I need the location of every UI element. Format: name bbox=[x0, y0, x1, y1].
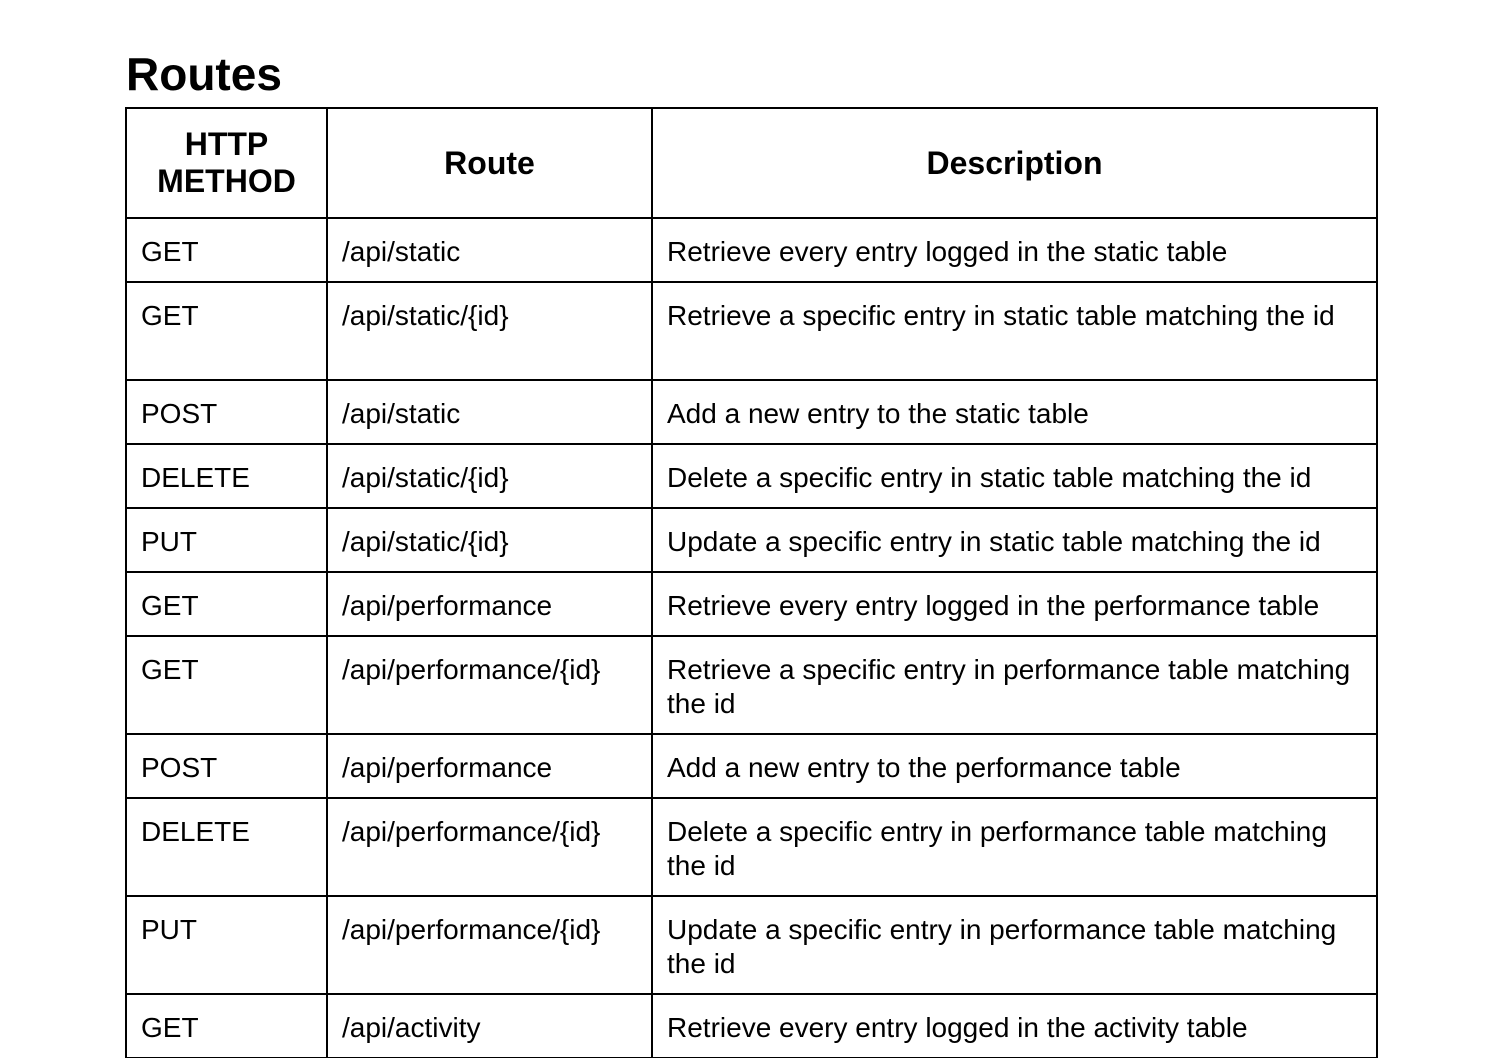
table-row bbox=[126, 798, 1377, 896]
table-row bbox=[126, 734, 1377, 798]
header-description: Description bbox=[652, 108, 1377, 218]
cell-route: /api/static bbox=[327, 380, 652, 444]
table-row bbox=[126, 282, 1377, 380]
table-row bbox=[126, 572, 1377, 636]
table-row bbox=[126, 444, 1377, 508]
cell-route: /api/performance bbox=[327, 734, 652, 798]
cell-description: Add a new entry to the performance table bbox=[652, 734, 1377, 798]
cell-description: Retrieve a specific entry in static table matching the id bbox=[652, 282, 1377, 380]
cell-route: /api/performance/{id} bbox=[327, 896, 652, 994]
cell-route: /api/activity bbox=[327, 994, 652, 1058]
cell-description: Update a specific entry in performance table matching the id bbox=[652, 896, 1377, 994]
table-row bbox=[126, 896, 1377, 994]
cell-method: GET bbox=[126, 282, 327, 380]
cell-route: /api/static/{id} bbox=[327, 508, 652, 572]
cell-route: /api/static bbox=[327, 218, 652, 282]
table-row bbox=[126, 636, 1377, 734]
cell-method: GET bbox=[126, 994, 327, 1058]
cell-method: DELETE bbox=[126, 798, 327, 896]
cell-method: GET bbox=[126, 218, 327, 282]
header-http-method-line2: METHOD bbox=[157, 163, 296, 199]
table-row bbox=[126, 994, 1377, 1058]
cell-method: GET bbox=[126, 572, 327, 636]
cell-description: Delete a specific entry in static table matching the id bbox=[652, 444, 1377, 508]
cell-description: Retrieve every entry logged in the static table bbox=[652, 218, 1377, 282]
cell-route: /api/performance bbox=[327, 572, 652, 636]
cell-description: Add a new entry to the static table bbox=[652, 380, 1377, 444]
cell-description: Retrieve every entry logged in the performance table bbox=[652, 572, 1377, 636]
cell-route: /api/performance/{id} bbox=[327, 798, 652, 896]
cell-description: Retrieve every entry logged in the activity table bbox=[652, 994, 1377, 1058]
cell-method: DELETE bbox=[126, 444, 327, 508]
table-row bbox=[126, 508, 1377, 572]
table-row bbox=[126, 380, 1377, 444]
routes-table bbox=[125, 107, 1378, 1058]
cell-description: Delete a specific entry in performance table matching the id bbox=[652, 798, 1377, 896]
header-route: Route bbox=[327, 108, 652, 218]
cell-method: POST bbox=[126, 380, 327, 444]
header-http-method-line1: HTTP bbox=[184, 126, 269, 162]
cell-method: POST bbox=[126, 734, 327, 798]
header-http-method bbox=[126, 108, 327, 218]
cell-route: /api/static/{id} bbox=[327, 282, 652, 380]
cell-method: PUT bbox=[126, 896, 327, 994]
cell-method: PUT bbox=[126, 508, 327, 572]
cell-description: Retrieve a specific entry in performance table matching the id bbox=[652, 636, 1377, 734]
page-title: Routes bbox=[126, 48, 282, 100]
cell-method: GET bbox=[126, 636, 327, 734]
table-row bbox=[126, 218, 1377, 282]
cell-route: /api/static/{id} bbox=[327, 444, 652, 508]
table-header-row bbox=[126, 108, 1377, 218]
cell-description: Update a specific entry in static table matching the id bbox=[652, 508, 1377, 572]
cell-route: /api/performance/{id} bbox=[327, 636, 652, 734]
